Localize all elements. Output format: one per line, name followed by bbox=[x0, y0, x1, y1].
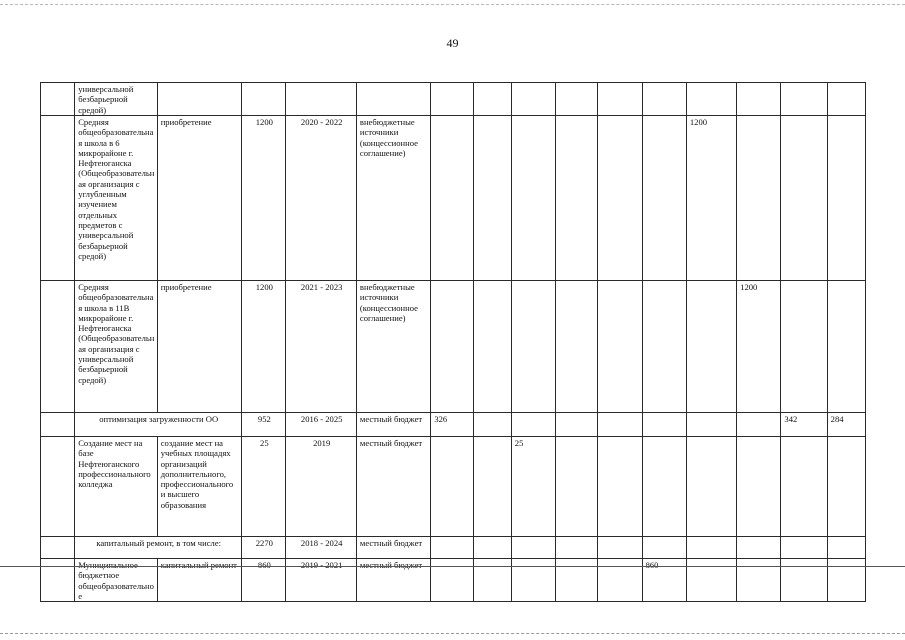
value-cell bbox=[642, 437, 686, 537]
value-cell bbox=[431, 537, 473, 559]
object-name-cell: Создание мест на базе Нефтеюганского профессионального колледжа bbox=[75, 437, 158, 537]
value-cell: 860 bbox=[642, 559, 686, 602]
funding-source-cell: внебюджетные источники (концессионное соглашение) bbox=[356, 116, 430, 281]
object-name-cell: Средняя общеобразовательная школа в 11В микрорайоне г. Нефтеюганска (Общеобразовательная организация с универсальной безбарьерной средой) bbox=[75, 281, 158, 413]
value-cell bbox=[511, 83, 555, 116]
value-cell bbox=[737, 537, 781, 559]
value-cell bbox=[556, 413, 598, 437]
table-cell bbox=[41, 83, 75, 116]
capacity-cell: 2270 bbox=[242, 537, 286, 559]
table-cell bbox=[41, 559, 75, 602]
value-cell bbox=[781, 116, 827, 281]
capacity-cell: 1200 bbox=[242, 116, 286, 281]
table-row bbox=[41, 413, 866, 437]
value-cell bbox=[431, 559, 473, 602]
value-cell bbox=[556, 116, 598, 281]
value-cell bbox=[473, 83, 511, 116]
value-cell: 1200 bbox=[737, 281, 781, 413]
value-cell bbox=[473, 437, 511, 537]
value-cell bbox=[511, 413, 555, 437]
value-cell bbox=[511, 559, 555, 602]
capacity-cell: 1200 bbox=[242, 281, 286, 413]
funding-source-cell: внебюджетные источники (концессионное соглашение) bbox=[356, 281, 430, 413]
event-cell bbox=[157, 83, 242, 116]
event-cell: капитальный ремонт bbox=[157, 559, 242, 602]
value-cell bbox=[556, 83, 598, 116]
value-cell bbox=[686, 281, 736, 413]
value-cell bbox=[737, 413, 781, 437]
value-cell bbox=[598, 116, 642, 281]
capacity-cell: 952 bbox=[242, 413, 286, 437]
table-cell bbox=[41, 413, 75, 437]
value-cell bbox=[598, 437, 642, 537]
value-cell bbox=[598, 413, 642, 437]
table-row bbox=[41, 116, 866, 281]
value-cell bbox=[598, 537, 642, 559]
event-cell: приобретение bbox=[157, 116, 242, 281]
period-cell bbox=[286, 83, 356, 116]
value-cell bbox=[642, 281, 686, 413]
object-name-cell: универсальной безбарьерной средой) bbox=[75, 83, 158, 116]
period-cell: 2018 - 2024 bbox=[286, 537, 356, 559]
table-cell bbox=[41, 281, 75, 413]
value-cell bbox=[511, 281, 555, 413]
value-cell bbox=[642, 83, 686, 116]
value-cell bbox=[642, 413, 686, 437]
table-row bbox=[41, 281, 866, 413]
table-cell bbox=[41, 437, 75, 537]
value-cell bbox=[473, 537, 511, 559]
value-cell bbox=[737, 83, 781, 116]
period-cell: 2016 - 2025 bbox=[286, 413, 356, 437]
value-cell: 1200 bbox=[686, 116, 736, 281]
funding-source-cell: местный бюджет bbox=[356, 413, 430, 437]
value-cell bbox=[781, 83, 827, 116]
value-cell bbox=[781, 281, 827, 413]
table-cell bbox=[41, 537, 75, 559]
value-cell bbox=[781, 537, 827, 559]
value-cell bbox=[827, 437, 865, 537]
section-label-cell: оптимизация загруженности ОО bbox=[75, 413, 242, 437]
table-row bbox=[41, 437, 866, 537]
value-cell bbox=[473, 413, 511, 437]
value-cell bbox=[686, 559, 736, 602]
scan-edge-bottom bbox=[0, 633, 905, 634]
table-row bbox=[41, 83, 866, 116]
value-cell bbox=[511, 116, 555, 281]
page-number: 49 bbox=[446, 36, 459, 50]
value-cell bbox=[827, 537, 865, 559]
value-cell bbox=[781, 559, 827, 602]
value-cell bbox=[431, 83, 473, 116]
period-cell: 2019 bbox=[286, 437, 356, 537]
event-cell: приобретение bbox=[157, 281, 242, 413]
value-cell bbox=[431, 437, 473, 537]
value-cell bbox=[827, 83, 865, 116]
value-cell bbox=[473, 116, 511, 281]
capacity-cell: 860 bbox=[242, 559, 286, 602]
value-cell: 25 bbox=[511, 437, 555, 537]
object-name-cell: Средняя общеобразовательная школа в 6 микрорайоне г. Нефтеюганска (Общеобразовательная организация с углубленным изучением отдельных предметов с универсальной безбарьерной средой) bbox=[75, 116, 158, 281]
value-cell bbox=[556, 437, 598, 537]
section-label-cell: капитальный ремонт, в том числе: bbox=[75, 537, 242, 559]
funding-source-cell: местный бюджет bbox=[356, 537, 430, 559]
event-cell: создание мест на учебных площадях организаций дополнительного, профессионального и высшего образования bbox=[157, 437, 242, 537]
value-cell bbox=[598, 281, 642, 413]
scan-artifact-line bbox=[0, 566, 905, 567]
funding-source-cell bbox=[356, 83, 430, 116]
value-cell bbox=[598, 559, 642, 602]
value-cell bbox=[686, 537, 736, 559]
value-cell bbox=[473, 559, 511, 602]
table-cell bbox=[41, 116, 75, 281]
value-cell bbox=[686, 437, 736, 537]
value-cell bbox=[827, 116, 865, 281]
funding-source-cell: местный бюджет bbox=[356, 437, 430, 537]
value-cell: 284 bbox=[827, 413, 865, 437]
value-cell bbox=[686, 83, 736, 116]
table-row bbox=[41, 537, 866, 559]
funding-source-cell: местный бюджет bbox=[356, 559, 430, 602]
value-cell bbox=[737, 559, 781, 602]
table-row bbox=[41, 559, 866, 602]
value-cell bbox=[473, 281, 511, 413]
period-cell: 2020 - 2022 bbox=[286, 116, 356, 281]
value-cell bbox=[737, 116, 781, 281]
value-cell bbox=[431, 116, 473, 281]
value-cell bbox=[598, 83, 642, 116]
program-table bbox=[40, 82, 866, 602]
value-cell bbox=[431, 281, 473, 413]
object-name-cell: Муниципальное бюджетное общеобразовательное bbox=[75, 559, 158, 602]
value-cell bbox=[827, 559, 865, 602]
value-cell bbox=[556, 281, 598, 413]
capacity-cell bbox=[242, 83, 286, 116]
value-cell bbox=[737, 437, 781, 537]
value-cell bbox=[827, 281, 865, 413]
value-cell: 342 bbox=[781, 413, 827, 437]
capacity-cell: 25 bbox=[242, 437, 286, 537]
value-cell bbox=[781, 437, 827, 537]
value-cell: 326 bbox=[431, 413, 473, 437]
value-cell bbox=[556, 559, 598, 602]
scan-edge-top bbox=[0, 4, 905, 5]
period-cell: 2019 - 2021 bbox=[286, 559, 356, 602]
value-cell bbox=[642, 116, 686, 281]
value-cell bbox=[642, 537, 686, 559]
period-cell: 2021 - 2023 bbox=[286, 281, 356, 413]
value-cell bbox=[556, 537, 598, 559]
value-cell bbox=[686, 413, 736, 437]
value-cell bbox=[511, 537, 555, 559]
